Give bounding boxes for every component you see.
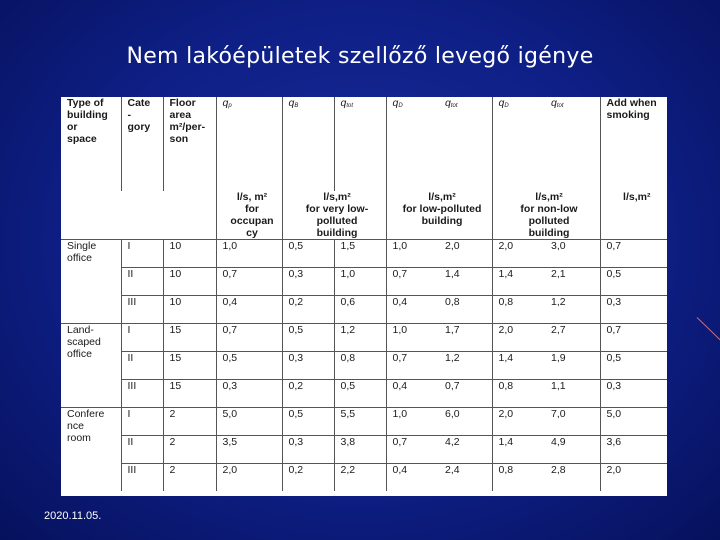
table.headers.floor_area-line: area bbox=[169, 109, 192, 121]
value-cell: 2 bbox=[163, 408, 216, 436]
value-cell: 15 bbox=[163, 380, 216, 408]
group-label bbox=[61, 240, 121, 324]
value-cell: 2,0 bbox=[600, 464, 667, 492]
value-cell: 1,4 bbox=[492, 268, 545, 296]
value-cell: 2 bbox=[163, 436, 216, 464]
category-cell: I bbox=[121, 240, 163, 268]
value-cell: 2,0 bbox=[492, 324, 545, 352]
unit-label: l/s,m² bbox=[386, 191, 492, 203]
table.headers.category-line: Cate bbox=[127, 97, 151, 109]
value-cell: 0,7 bbox=[439, 380, 492, 408]
value-cell: 2,1 bbox=[545, 268, 600, 296]
value-cell: 0,3 bbox=[282, 268, 334, 296]
table.descriptions.non_low-line: for non-low bbox=[520, 203, 578, 215]
value-cell: 2,7 bbox=[545, 324, 600, 352]
value-cell: 7,0 bbox=[545, 408, 600, 436]
table.headers.floor_area-line: son bbox=[169, 133, 189, 145]
table.headers.type-line: space bbox=[67, 133, 97, 145]
header-q-symbol bbox=[216, 97, 282, 191]
value-cell: 1,4 bbox=[492, 352, 545, 380]
value-cell: 1,2 bbox=[334, 324, 386, 352]
value-cell: 0,3 bbox=[600, 296, 667, 324]
value-cell: 2,0 bbox=[492, 408, 545, 436]
table.headers.smoking-line: Add when bbox=[606, 97, 657, 109]
unit-label: l/s,m² bbox=[492, 191, 600, 203]
category-cell: III bbox=[121, 296, 163, 324]
decorative-line bbox=[697, 317, 720, 343]
value-cell: 0,2 bbox=[282, 296, 334, 324]
table.groups.1.label-line: office bbox=[67, 348, 92, 360]
q-letter: q bbox=[498, 97, 505, 109]
value-cell: 15 bbox=[163, 324, 216, 352]
q-letter: q bbox=[445, 97, 451, 109]
table-row bbox=[61, 408, 667, 436]
unit-label: l/s,m² bbox=[282, 191, 386, 203]
table.headers.smoking-line: smoking bbox=[606, 109, 650, 121]
value-cell: 0,7 bbox=[386, 436, 439, 464]
q-subscript: p bbox=[228, 103, 232, 109]
table.descriptions.occupancy-line: for bbox=[245, 203, 259, 215]
table.headers.category-line: gory bbox=[127, 121, 151, 133]
value-cell: 0,3 bbox=[282, 352, 334, 380]
group-label bbox=[61, 324, 121, 408]
value-cell: 10 bbox=[163, 268, 216, 296]
category-cell: III bbox=[121, 464, 163, 492]
q-subscript: tot bbox=[556, 103, 564, 109]
value-cell: 0,5 bbox=[282, 408, 334, 436]
value-cell: 0,3 bbox=[600, 380, 667, 408]
value-cell: 4,9 bbox=[545, 436, 600, 464]
header-q-symbol bbox=[282, 97, 334, 191]
value-cell: 5,0 bbox=[216, 408, 282, 436]
value-cell: 0,5 bbox=[334, 380, 386, 408]
description-row bbox=[61, 203, 667, 240]
value-cell: 2,0 bbox=[439, 240, 492, 268]
q-subscript: tot bbox=[346, 103, 354, 109]
header-q-symbol bbox=[545, 97, 600, 191]
value-cell: 1,7 bbox=[439, 324, 492, 352]
table.groups.2.label-line: Confere bbox=[67, 408, 105, 420]
value-cell: 0,4 bbox=[386, 380, 439, 408]
desc-blank bbox=[61, 203, 216, 240]
value-cell: 3,0 bbox=[545, 240, 600, 268]
table.headers.type-line: or bbox=[67, 121, 78, 133]
header-smoking bbox=[600, 97, 667, 191]
value-cell: 15 bbox=[163, 352, 216, 380]
table-row bbox=[61, 268, 667, 296]
value-cell: 6,0 bbox=[439, 408, 492, 436]
q-letter: q bbox=[551, 97, 557, 109]
category-cell: I bbox=[121, 324, 163, 352]
value-cell: 10 bbox=[163, 296, 216, 324]
value-cell: 2,4 bbox=[439, 464, 492, 492]
table.descriptions.non_low-line: building bbox=[528, 227, 570, 239]
value-cell: 1,0 bbox=[386, 240, 439, 268]
value-cell: 0,2 bbox=[282, 464, 334, 492]
q-subscript: B bbox=[294, 103, 299, 109]
unit-label: l/s,m² bbox=[600, 191, 667, 203]
desc-low bbox=[386, 203, 492, 240]
q-letter: q bbox=[340, 97, 347, 109]
table.descriptions.occupancy-line: cy bbox=[246, 227, 258, 239]
table.headers.floor_area-line: m²/per- bbox=[169, 121, 206, 133]
table.descriptions.low-line: for low-polluted bbox=[402, 203, 482, 215]
value-cell: 0,4 bbox=[386, 464, 439, 492]
value-cell: 0,8 bbox=[492, 380, 545, 408]
header-q-symbol bbox=[386, 97, 439, 191]
value-cell: 0,4 bbox=[386, 296, 439, 324]
value-cell: 1,1 bbox=[545, 380, 600, 408]
value-cell: 0,5 bbox=[216, 352, 282, 380]
value-cell: 0,3 bbox=[216, 380, 282, 408]
category-cell: I bbox=[121, 408, 163, 436]
group-label bbox=[61, 408, 121, 492]
value-cell: 1,4 bbox=[492, 436, 545, 464]
value-cell: 0,7 bbox=[386, 268, 439, 296]
table.descriptions.very_low-line: for very low- bbox=[305, 203, 369, 215]
table.descriptions.occupancy-line: occupan bbox=[230, 215, 274, 227]
value-cell: 3,5 bbox=[216, 436, 282, 464]
table.descriptions.low-line: building bbox=[421, 215, 463, 227]
table-row bbox=[61, 240, 667, 268]
header-q-symbol bbox=[439, 97, 492, 191]
value-cell: 0,8 bbox=[492, 464, 545, 492]
value-cell: 0,8 bbox=[492, 296, 545, 324]
header-row bbox=[61, 97, 667, 191]
table-row bbox=[61, 352, 667, 380]
table.headers.category-line: - bbox=[127, 109, 131, 121]
value-cell: 1,0 bbox=[216, 240, 282, 268]
slide-title: Nem lakóépületek szellőző levegő igénye bbox=[126, 44, 594, 69]
header-type bbox=[61, 97, 121, 191]
value-cell: 0,7 bbox=[386, 352, 439, 380]
q-letter: q bbox=[222, 97, 229, 109]
table-row bbox=[61, 380, 667, 408]
table.descriptions.very_low-line: polluted bbox=[316, 215, 358, 227]
value-cell: 4,2 bbox=[439, 436, 492, 464]
value-cell: 0,7 bbox=[600, 240, 667, 268]
q-subscript: D bbox=[504, 103, 509, 109]
desc-occupancy bbox=[216, 203, 282, 240]
value-cell: 5,0 bbox=[600, 408, 667, 436]
table-row bbox=[61, 324, 667, 352]
desc-non-low bbox=[492, 203, 600, 240]
units-row bbox=[61, 191, 667, 203]
value-cell: 1,9 bbox=[545, 352, 600, 380]
value-cell: 1,2 bbox=[439, 352, 492, 380]
header-floor-area bbox=[163, 97, 216, 191]
value-cell: 0,7 bbox=[600, 324, 667, 352]
desc-blank bbox=[600, 203, 667, 240]
table.groups.2.label-line: room bbox=[67, 432, 91, 444]
category-cell: II bbox=[121, 268, 163, 296]
category-cell: II bbox=[121, 436, 163, 464]
units-blank bbox=[61, 191, 216, 203]
value-cell: 0,5 bbox=[600, 268, 667, 296]
value-cell: 3,6 bbox=[600, 436, 667, 464]
value-cell: 1,0 bbox=[334, 268, 386, 296]
value-cell: 2,0 bbox=[216, 464, 282, 492]
value-cell: 0,5 bbox=[600, 352, 667, 380]
unit-label: l/s, m² bbox=[216, 191, 282, 203]
value-cell: 1,2 bbox=[545, 296, 600, 324]
table.groups.0.label-line: office bbox=[67, 252, 92, 264]
value-cell: 0,7 bbox=[216, 324, 282, 352]
desc-very-low bbox=[282, 203, 386, 240]
header-q-symbol bbox=[334, 97, 386, 191]
value-cell: 0,8 bbox=[439, 296, 492, 324]
value-cell: 1,5 bbox=[334, 240, 386, 268]
value-cell: 1,0 bbox=[386, 408, 439, 436]
header-category bbox=[121, 97, 163, 191]
table.headers.floor_area-line: Floor bbox=[169, 97, 196, 109]
value-cell: 0,8 bbox=[334, 352, 386, 380]
value-cell: 0,3 bbox=[282, 436, 334, 464]
q-letter: q bbox=[288, 97, 295, 109]
value-cell: 1,0 bbox=[386, 324, 439, 352]
category-cell: III bbox=[121, 380, 163, 408]
value-cell: 10 bbox=[163, 240, 216, 268]
value-cell: 2,8 bbox=[545, 464, 600, 492]
ventilation-table bbox=[61, 97, 667, 491]
table.groups.0.label-line: Single bbox=[67, 240, 97, 252]
value-cell: 2,0 bbox=[492, 240, 545, 268]
table.groups.2.label-line: nce bbox=[67, 420, 84, 432]
value-cell: 0,5 bbox=[282, 324, 334, 352]
table.descriptions.very_low-line: building bbox=[316, 227, 358, 239]
table.groups.1.label-line: scaped bbox=[67, 336, 101, 348]
table.descriptions.non_low-line: polluted bbox=[528, 215, 570, 227]
table.groups.1.label-line: Land- bbox=[67, 324, 94, 336]
q-subscript: tot bbox=[450, 103, 458, 109]
value-cell: 0,6 bbox=[334, 296, 386, 324]
value-cell: 0,7 bbox=[216, 268, 282, 296]
q-subscript: D bbox=[398, 103, 403, 109]
header-q-symbol bbox=[492, 97, 545, 191]
value-cell: 2,2 bbox=[334, 464, 386, 492]
q-letter: q bbox=[392, 97, 399, 109]
value-cell: 5,5 bbox=[334, 408, 386, 436]
table-row bbox=[61, 464, 667, 492]
table.headers.type-line: building bbox=[67, 109, 108, 121]
value-cell: 0,4 bbox=[216, 296, 282, 324]
category-cell: II bbox=[121, 352, 163, 380]
table-row bbox=[61, 296, 667, 324]
value-cell: 3,8 bbox=[334, 436, 386, 464]
table-row bbox=[61, 436, 667, 464]
footer-date: 2020.11.05. bbox=[44, 510, 102, 522]
value-cell: 0,2 bbox=[282, 380, 334, 408]
ventilation-table-panel bbox=[61, 97, 667, 496]
value-cell: 0,5 bbox=[282, 240, 334, 268]
value-cell: 1,4 bbox=[439, 268, 492, 296]
value-cell: 2 bbox=[163, 464, 216, 492]
table.headers.type-line: Type of bbox=[67, 97, 104, 109]
